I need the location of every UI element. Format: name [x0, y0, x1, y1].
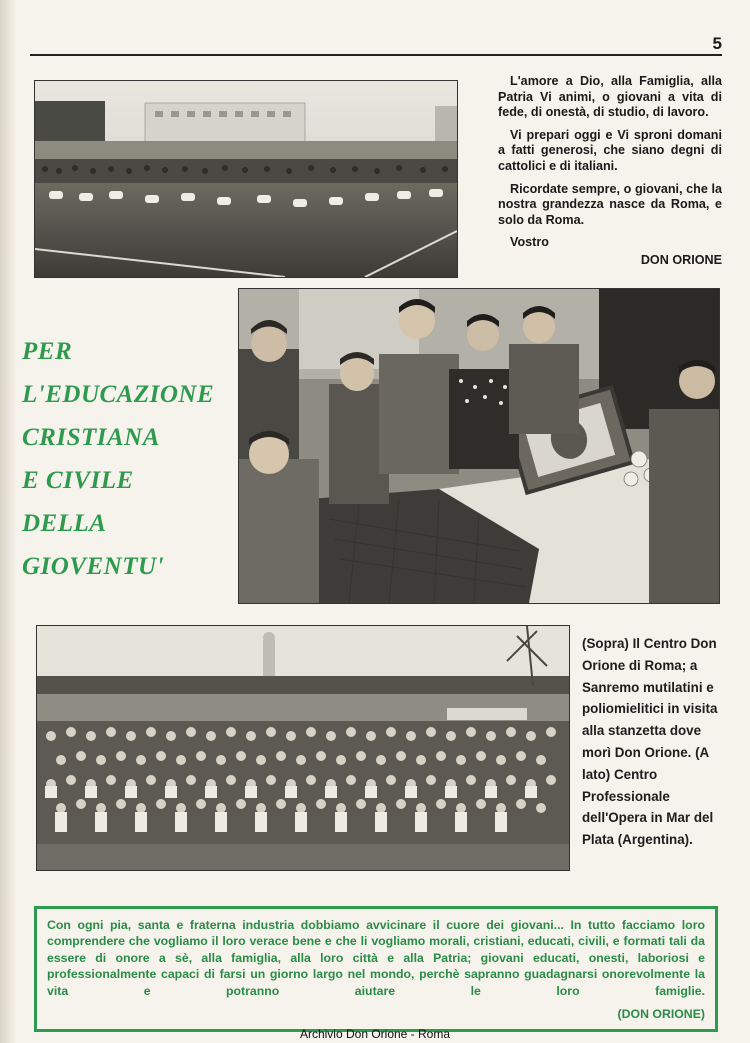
boxed-quote-signature: (DON ORIONE): [617, 1007, 705, 1021]
quote-paragraph-3: Ricordate sempre, o giovani, che la nostra grandezza nasce da Roma, e solo da Roma.: [498, 181, 722, 227]
boxed-quote: [34, 906, 718, 1032]
quote-signoff: Vostro: [510, 235, 549, 250]
headline-line: E CIVILE: [22, 467, 134, 494]
quote-paragraph-1: L'amore a Dio, alla Famiglia, alla Patria Vi animi, o giovani a vita di fede, di onestà, di studio, di lavoro.: [498, 74, 722, 120]
page-number: 5: [712, 34, 722, 53]
headline-line: L'EDUCAZIONE: [22, 381, 215, 408]
headline-line: PER: [22, 338, 73, 365]
quote-signature: DON ORIONE: [640, 252, 722, 267]
photo-caption: (Sopra) Il Centro Don Orione di Roma; a Sanremo mutilatini e poliomielitici in visita alla stanzetta dove morì Don Orione. (A lato) Centro Professionale dell'Opera in Mar del Plata (Argentina).: [582, 636, 718, 848]
photo-sports-field: [34, 80, 458, 278]
photo-boys-visiting-room: [238, 288, 720, 604]
don-orione-quote: [498, 74, 722, 269]
photo-group-mar-del-plata: [36, 625, 570, 871]
page-binding-shadow: [0, 0, 16, 1043]
headline-line: GIOVENTU': [22, 553, 165, 580]
boxed-quote-text: Con ogni pia, santa e fraterna industria dobbiamo avvicinare il cuore dei giovani... In tutto facciamo loro comprendere che vogliamo il loro verace bene e che li vogliamo morali, cristiani, educati, civili, e formati tali da essere di onore a sè, alla famiglia, alla loro città e alla Patria; giovani educati, onesti, laboriosi e professionalmente capaci di farsi un giorno largo nel mondo, perchè sapranno guadagnarsi onorevolmente la vita e potranno aiutare le loro famiglie.: [47, 918, 705, 998]
headline: [22, 330, 242, 588]
header-rule: [30, 54, 722, 56]
quote-paragraph-2: Vi prepari oggi e Vi sproni domani a fatti generosi, che siano degni di cattolici e di italiani.: [498, 127, 722, 173]
headline-line: DELLA: [22, 510, 107, 537]
archive-footer: Archivio Don Orione - Roma: [299, 1027, 451, 1041]
headline-line: CRISTIANA: [22, 424, 160, 451]
